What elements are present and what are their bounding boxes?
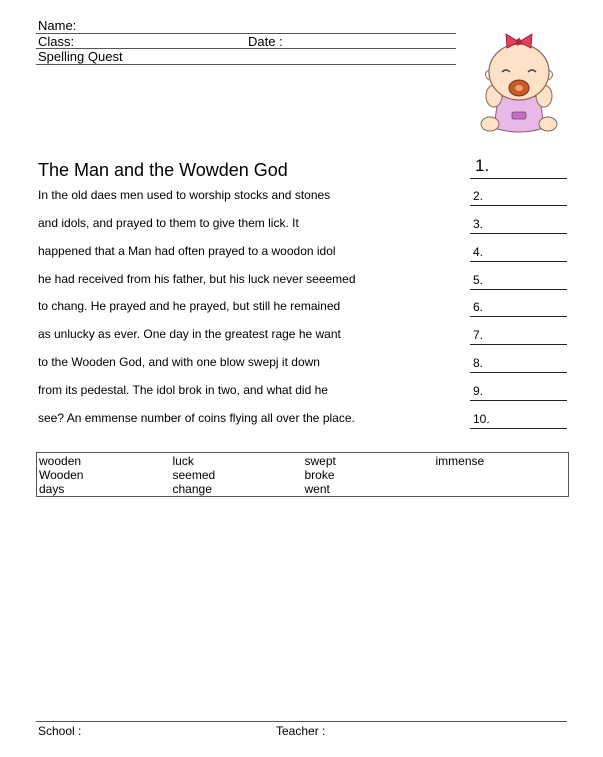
answer-line-9[interactable]: [470, 381, 567, 401]
word-cell: [434, 468, 569, 482]
answer-number: 3.: [473, 217, 484, 231]
story-line: to chang. He prayed and he prayed, but still he remained: [38, 299, 341, 313]
word-cell: immense: [435, 454, 485, 468]
story-line: see? An emmense number of coins flying all over the place.: [38, 411, 355, 425]
word-bank-row: [37, 468, 569, 482]
word-bank-row: [37, 482, 569, 497]
story-line: as unlucky as ever. One day in the greatest rage he want: [38, 327, 341, 341]
answer-line-1[interactable]: [470, 156, 567, 179]
name-line[interactable]: [36, 33, 456, 34]
answer-line-6[interactable]: [470, 297, 567, 317]
story-line: and idols, and prayed to them to give them lick. It: [38, 216, 299, 230]
answer-number: 1.: [475, 156, 490, 175]
story-title: The Man and the Wowden God: [38, 160, 288, 180]
answer-number: 7.: [473, 328, 484, 342]
story-line: from its pedestal. The idol brok in two, and what did he: [38, 383, 328, 397]
answer-number: 10.: [473, 412, 490, 426]
activity-title: Spelling Quest: [38, 49, 123, 64]
activity-line: [36, 64, 456, 65]
answer-line-4[interactable]: [470, 242, 567, 262]
word-cell: days: [39, 482, 65, 496]
answer-number: 4.: [473, 245, 484, 259]
word-cell: change: [172, 482, 212, 496]
answer-line-10[interactable]: [470, 409, 567, 429]
word-cell: went: [304, 482, 330, 496]
answer-number: 5.: [473, 273, 484, 287]
story-line: he had received from his father, but his luck never seeemed: [38, 272, 356, 286]
word-cell: [434, 482, 569, 497]
bow-tie-icon: [512, 112, 526, 119]
baby-right-leg: [539, 117, 557, 131]
footer-divider: [36, 721, 567, 722]
answer-number: 2.: [473, 189, 484, 203]
answer-line-8[interactable]: [470, 353, 567, 373]
answer-line-2[interactable]: [470, 186, 567, 206]
answer-line-3[interactable]: [470, 214, 567, 234]
word-cell: luck: [172, 454, 194, 468]
school-label: School :: [38, 724, 82, 738]
story-line: to the Wooden God, and with one blow swepj it down: [38, 355, 320, 369]
word-cell: Wooden: [39, 468, 84, 482]
baby-illustration: [474, 24, 564, 136]
word-cell: wooden: [39, 454, 82, 468]
story-line: In the old daes men used to worship stocks and stones: [38, 188, 331, 202]
story-line: happened that a Man had often prayed to a woodon idol: [38, 244, 336, 258]
word-bank-table: [36, 452, 569, 497]
name-label: Name:: [38, 18, 77, 33]
answer-number: 6.: [473, 300, 484, 314]
answer-line-7[interactable]: [470, 325, 567, 345]
class-label: Class:: [38, 34, 75, 49]
word-bank-row: [37, 453, 569, 469]
answer-number: 8.: [473, 356, 484, 370]
word-cell: swept: [304, 454, 336, 468]
date-label: Date :: [248, 34, 283, 49]
answer-number: 9.: [473, 384, 484, 398]
word-cell: seemed: [172, 468, 216, 482]
baby-left-leg: [481, 117, 499, 131]
word-cell: broke: [304, 468, 335, 482]
answer-line-5[interactable]: [470, 270, 567, 290]
teacher-label: Teacher :: [276, 724, 326, 738]
